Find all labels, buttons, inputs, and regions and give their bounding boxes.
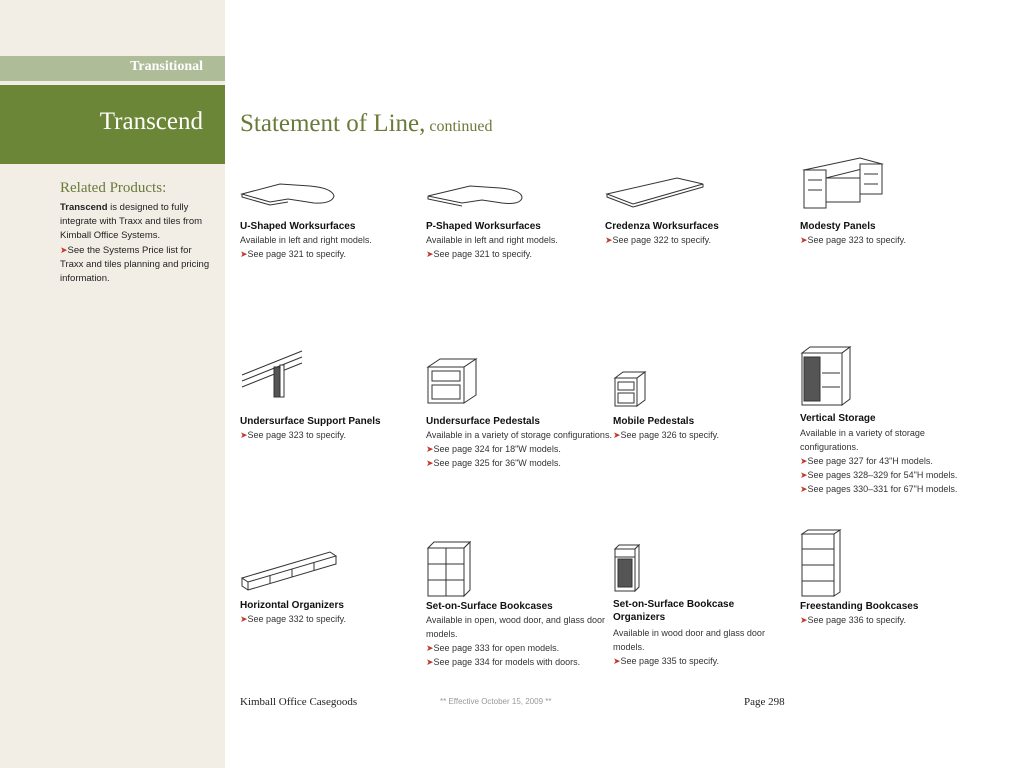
product-title: U-Shaped Worksurfaces [240, 221, 356, 232]
support-panel-image [240, 345, 310, 405]
see-page-text: See page 327 for 43"H models. [807, 456, 933, 466]
desc-line [800, 482, 960, 496]
desc-line [613, 428, 803, 442]
product-vertical-storage [800, 345, 990, 525]
product-desc [613, 428, 803, 442]
related-bold: Transcend [60, 202, 108, 213]
product-title: Mobile Pedestals [613, 416, 695, 427]
see-page-text: See page 336 to specify. [807, 615, 906, 625]
desc-line [605, 233, 795, 247]
product-line-band [0, 85, 225, 164]
related-desc: is designed to fully integrate with Traxx and tiles from Kimball Office Systems. [60, 202, 203, 241]
arrow-icon: ➤ [800, 615, 808, 625]
arrow-icon: ➤ [426, 643, 434, 653]
product-desc [426, 613, 606, 669]
arrow-icon: ➤ [240, 249, 248, 259]
related-link: See the Systems Price list for Traxx and tiles planning and pricing information. [60, 245, 210, 284]
desc-line: Available in wood door and glass door models. [613, 628, 765, 652]
product-p-shaped-worksurfaces [426, 170, 616, 270]
product-horizontal-organizers [240, 548, 430, 648]
page-title-sub: continued [429, 118, 493, 135]
see-page-text: See page 334 for models with doors. [433, 657, 581, 667]
product-title: Freestanding Bookcases [800, 601, 919, 612]
see-page-text: See page 321 to specify. [433, 249, 532, 259]
arrow-icon: ➤ [426, 458, 434, 468]
desc-line [800, 454, 960, 468]
product-set-on-surface-bookcase-organizers [613, 543, 803, 673]
product-set-on-surface-bookcases [426, 540, 616, 670]
see-page-text: See page 333 for open models. [433, 643, 560, 653]
desc-line [240, 612, 430, 626]
desc-line: Available in left and right models. [240, 235, 372, 245]
arrow-icon: ➤ [613, 656, 621, 666]
arrow-icon: ➤ [426, 657, 434, 667]
see-page-text: See page 322 to specify. [612, 235, 711, 245]
product-desc [800, 613, 990, 627]
product-credenza-worksurfaces [605, 170, 795, 270]
product-desc [800, 426, 960, 496]
product-desc [240, 612, 430, 626]
product-line-title: Transcend [99, 108, 203, 135]
see-page-text: See page 326 to specify. [620, 430, 719, 440]
arrow-icon: ➤ [613, 430, 621, 440]
category-label: Transitional [130, 59, 203, 74]
product-desc [605, 233, 795, 247]
arrow-icon: ➤ [800, 456, 808, 466]
see-page-text: See pages 330–331 for 67"H models. [807, 484, 958, 494]
mobile-pedestal-image [613, 370, 653, 410]
desc-line [613, 654, 788, 668]
undersurface-pedestal-image [426, 355, 486, 405]
product-desc [613, 626, 788, 668]
related-products-heading: Related Products: [60, 180, 167, 196]
see-page-text: See page 323 to specify. [807, 235, 906, 245]
horizontal-organizer-image [240, 548, 340, 593]
arrow-icon: ➤ [240, 430, 248, 440]
product-freestanding-bookcases [800, 528, 990, 628]
arrow-icon: ➤ [605, 235, 613, 245]
desc-line: Available in open, wood door, and glass door models. [426, 615, 605, 639]
product-desc [426, 428, 616, 470]
desc-line [800, 468, 960, 482]
desc-line: Available in left and right models. [426, 235, 558, 245]
product-title: Vertical Storage [800, 413, 876, 424]
arrow-icon: ➤ [426, 249, 434, 259]
desc-line [800, 613, 990, 627]
desc-line [426, 641, 606, 655]
footer-page-number: Page 298 [744, 696, 785, 708]
see-page-text: See page 323 to specify. [247, 430, 346, 440]
arrow-icon: ➤ [240, 614, 248, 624]
arrow-icon: ➤ [800, 235, 808, 245]
product-desc [240, 233, 430, 261]
desc-line [426, 655, 606, 669]
product-modesty-panels [800, 150, 990, 270]
see-page-text: See page 324 for 18"W models. [433, 444, 561, 454]
p-shaped-worksurface-image [426, 170, 526, 210]
desc-line [426, 442, 616, 456]
product-u-shaped-worksurfaces [240, 170, 430, 270]
u-shaped-worksurface-image [240, 170, 340, 210]
desc-line [240, 247, 430, 261]
arrow-icon: ➤ [800, 484, 808, 494]
arrow-icon: ➤ [60, 245, 68, 255]
see-page-text: See page 321 to specify. [247, 249, 346, 259]
product-desc [240, 428, 430, 442]
product-undersurface-pedestals [426, 355, 616, 495]
product-desc [800, 233, 990, 247]
arrow-icon: ➤ [426, 444, 434, 454]
page-title-main: Statement of Line, [240, 110, 426, 137]
product-title: Set-on-Surface Bookcase Organizers [613, 599, 735, 623]
freestanding-bookcase-image [800, 528, 844, 600]
see-page-text: See pages 328–329 for 54"H models. [807, 470, 958, 480]
desc-line [240, 428, 430, 442]
see-page-text: See page 332 to specify. [247, 614, 346, 624]
product-desc [426, 233, 616, 261]
product-title: Horizontal Organizers [240, 600, 344, 611]
page-title [240, 110, 492, 138]
arrow-icon: ➤ [800, 470, 808, 480]
product-undersurface-support-panels [240, 345, 430, 445]
bookcase-image [426, 540, 476, 600]
desc-line: Available in a variety of storage configurations. [426, 430, 612, 440]
footer-brand: Kimball Office Casegoods [240, 696, 358, 708]
desc-line [426, 247, 616, 261]
desc-line [800, 233, 990, 247]
product-title: P-Shaped Worksurfaces [426, 221, 541, 232]
related-products-text [60, 201, 210, 286]
see-page-text: See page 325 for 36"W models. [433, 458, 561, 468]
product-title: Set-on-Surface Bookcases [426, 601, 553, 612]
modesty-panel-image [800, 152, 884, 214]
product-mobile-pedestals [613, 370, 803, 470]
desc-line [426, 456, 616, 470]
see-page-text: See page 335 to specify. [620, 656, 719, 666]
product-title: Credenza Worksurfaces [605, 221, 719, 232]
product-title: Undersurface Pedestals [426, 416, 540, 427]
bookcase-organizer-image [613, 543, 643, 593]
category-band [0, 56, 225, 81]
desc-line: Available in a variety of storage configurations. [800, 428, 925, 452]
sidebar [0, 0, 225, 768]
product-title: Undersurface Support Panels [240, 416, 381, 427]
credenza-worksurface-image [605, 170, 705, 210]
vertical-storage-image [800, 345, 854, 407]
footer-effective-date: ** Effective October 15, 2009 ** [440, 697, 552, 706]
product-title: Modesty Panels [800, 221, 876, 232]
